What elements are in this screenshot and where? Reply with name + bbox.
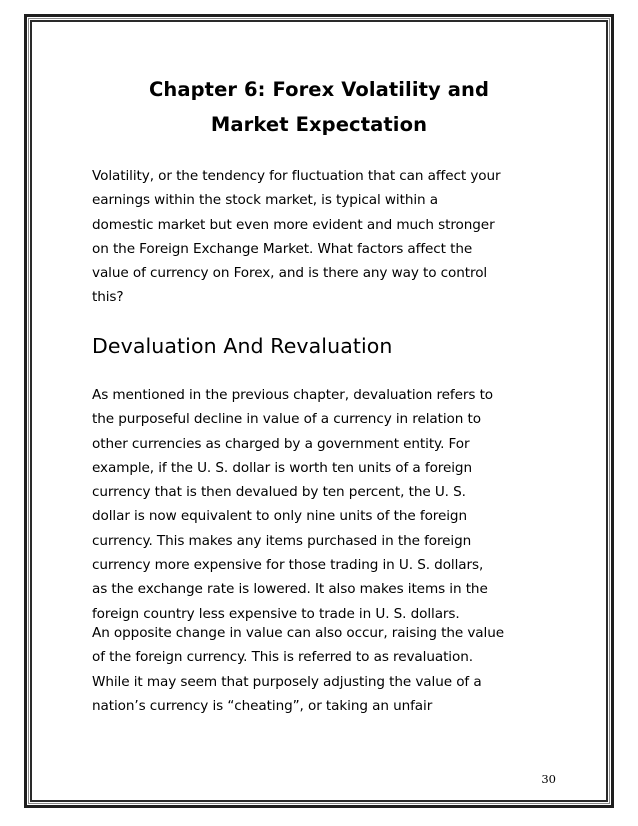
chapter-title <box>60 72 578 142</box>
devaluation-paragraph <box>92 383 552 626</box>
devaluation-line: other currencies as charged by a government entity. For <box>92 435 470 452</box>
chapter-title-line-2: Market Expectation <box>210 113 428 136</box>
revaluation-line: An opposite change in value can also occur, raising the value <box>92 625 504 641</box>
revaluation-line: While it may seem that purposely adjusting the value of a <box>92 673 482 690</box>
chapter-title-line-1: Chapter 6: Forex Volatility and <box>148 78 490 101</box>
devaluation-line: dollar is now equivalent to only nine units of the foreign <box>92 508 467 525</box>
devaluation-line: currency more expensive for those trading in U. S. dollars, <box>92 557 484 574</box>
intro-line: earnings within the stock market, is typical within a <box>92 192 438 209</box>
section-heading: Devaluation And Revaluation <box>92 334 393 358</box>
devaluation-line: As mentioned in the previous chapter, devaluation refers to <box>92 387 494 403</box>
intro-line: Volatility, or the tendency for fluctuation that can affect your <box>92 168 501 184</box>
devaluation-line: as the exchange rate is lowered. It also makes items in the <box>92 581 488 598</box>
devaluation-line: foreign country less expensive to trade in U. S. dollars. <box>92 605 460 622</box>
revaluation-line: of the foreign currency. This is referred to as revaluation. <box>92 649 473 666</box>
page-number: 30 <box>541 772 556 786</box>
intro-line: domestic market but even more evident and much stronger <box>92 216 495 233</box>
intro-line: on the Foreign Exchange Market. What factors affect the <box>92 240 473 257</box>
devaluation-line: example, if the U. S. dollar is worth ten units of a foreign <box>92 459 472 476</box>
devaluation-line: currency that is then devalued by ten percent, the U. S. <box>92 484 466 501</box>
revaluation-paragraph <box>92 621 552 718</box>
intro-paragraph <box>92 164 552 310</box>
intro-line: value of currency on Forex, and is there any way to control <box>92 265 488 282</box>
devaluation-line: the purposeful decline in value of a currency in relation to <box>92 411 481 428</box>
revaluation-line: nation’s currency is “cheating”, or taking an unfair <box>92 697 433 714</box>
devaluation-line: currency. This makes any items purchased in the foreign <box>92 532 472 549</box>
intro-line: this? <box>92 289 124 306</box>
